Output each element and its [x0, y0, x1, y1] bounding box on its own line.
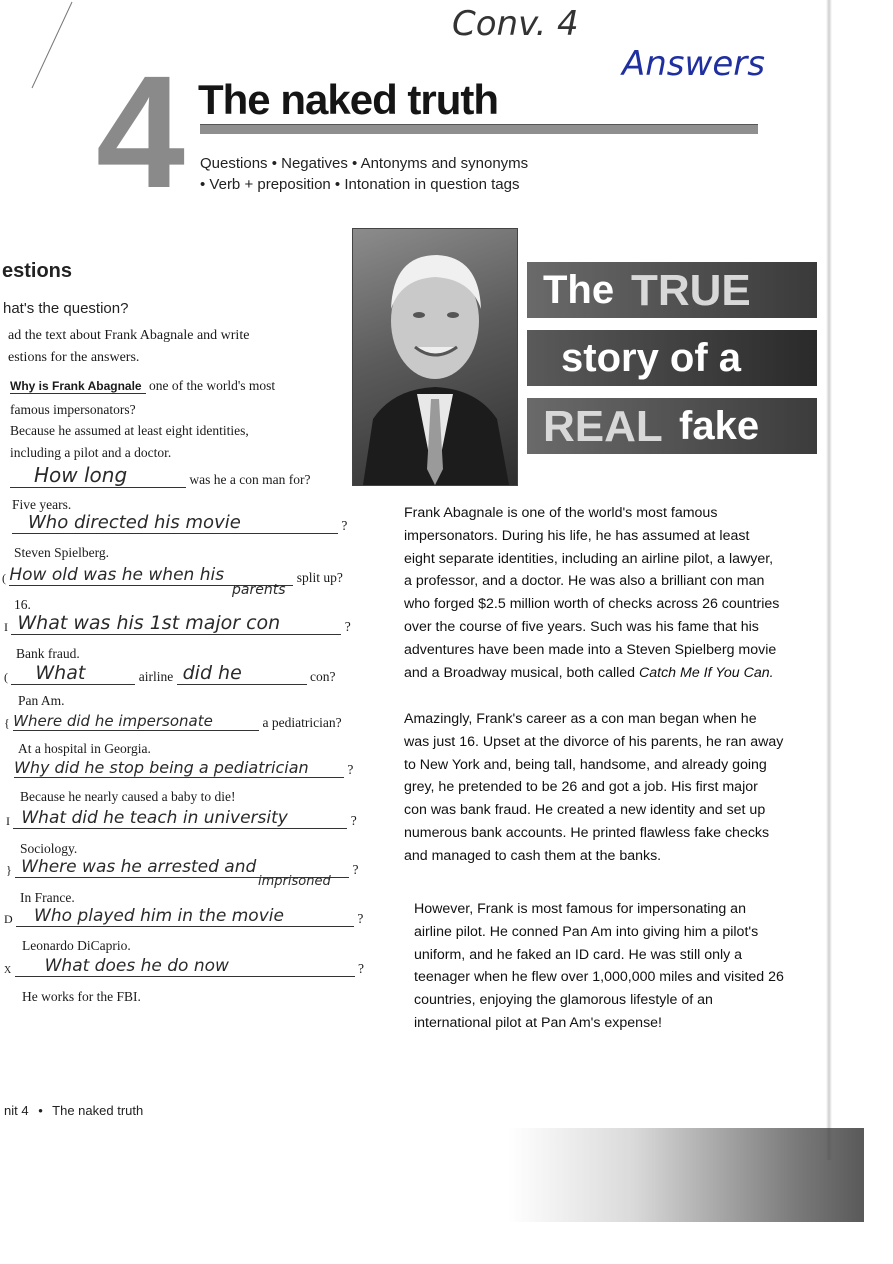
- exercise-subheading: hat's the question?: [3, 300, 129, 317]
- footer-unit-label: nit 4: [4, 1103, 29, 1118]
- answer-text: including a pilot and a doctor.: [10, 445, 172, 460]
- headline-word: REAL: [543, 402, 663, 451]
- exercise-instruction: ad the text about Frank Abagnale and write: [8, 328, 250, 343]
- answer-text: He works for the FBI.: [22, 989, 141, 1004]
- item-marker: }: [6, 863, 12, 877]
- scan-edge-line: [0, 0, 80, 90]
- section-heading: estions: [2, 260, 73, 282]
- footer-bullet: •: [38, 1103, 43, 1118]
- answer-text: 16.: [14, 597, 31, 612]
- question-text: ?: [341, 518, 348, 533]
- answer-text: Steven Spielberg.: [14, 545, 109, 560]
- handwritten-answer: What does he do now: [15, 956, 355, 977]
- handwritten-answer: How old was he when his: [9, 565, 293, 586]
- handwritten-answer: imprisoned: [258, 874, 331, 889]
- headline-word: The: [543, 268, 615, 312]
- question-item: [6, 808, 357, 829]
- handwritten-answer: Who directed his movie: [12, 512, 338, 534]
- handwritten-answer: What did he teach in university: [13, 808, 347, 829]
- portrait-illustration: [353, 229, 517, 485]
- headline-banner: [527, 262, 817, 318]
- answer-text: Five years.: [12, 497, 72, 512]
- question-text: ?: [344, 619, 351, 634]
- handwritten-answer: Where did he impersonate: [13, 712, 259, 731]
- answer-text: Because he nearly caused a baby to die!: [20, 789, 236, 804]
- headline-word: fake: [679, 404, 760, 448]
- question-text: ?: [350, 813, 357, 828]
- answer-text: In France.: [20, 890, 75, 905]
- footer-title: The naked truth: [52, 1103, 144, 1118]
- answer-text: At a hospital in Georgia.: [18, 741, 151, 756]
- headline-banner: [527, 330, 817, 386]
- unit-number: 4: [96, 42, 181, 221]
- question-item: [4, 612, 351, 635]
- handwritten-answer: What was his 1st major con: [11, 612, 341, 635]
- question-item: [4, 956, 364, 977]
- exercise-instruction: estions for the answers.: [8, 350, 140, 365]
- topics-line-1: Questions • Negatives • Antonyms and synonyms: [200, 155, 529, 172]
- title-rule: [200, 124, 758, 134]
- item-marker: I: [6, 814, 10, 828]
- article-paragraph: However, Frank is most famous for impersonating an airline pilot. He conned Pan Am into giving him a pilot's uniform, and he faked an ID card. He was still only a teenager when he flew over 1,000,000 miles and visited 26 countries, enjoying the glamorous lifestyle of an international pilot at Pan Am's expense!: [414, 901, 784, 1031]
- item-marker: (: [4, 670, 8, 684]
- question-text: ?: [357, 961, 364, 976]
- question-item: [14, 758, 353, 778]
- frank-abagnale-photo: [352, 228, 518, 486]
- question-text: was he a con man for?: [189, 472, 311, 487]
- handwritten-answer: Where was he arrested and: [15, 857, 349, 878]
- item-marker: X: [4, 965, 12, 976]
- question-item: [4, 662, 335, 685]
- handwritten-answer: parents: [232, 582, 286, 598]
- handwritten-conv-note: Conv. 4: [452, 4, 579, 44]
- answer-text: Sociology.: [20, 841, 78, 856]
- question-text: ?: [352, 862, 359, 877]
- question-text: ?: [357, 911, 364, 926]
- article-text: Frank Abagnale is one of the world's most famous impersonators. During his life, he has assumed at least eight separate identities, including an airline pilot, a lawyer, a professor, and a doctor. He was also a brilliant con man who forged $2.5 million worth of checks across 26 countries over the course of five years. Such was his fame that his adventures have been made into a Steven Spielberg movie and a Broadway musical, both called: [404, 505, 780, 681]
- headline-banner: [527, 398, 817, 454]
- question-text: airline: [138, 669, 174, 684]
- scan-shadow: [508, 1128, 864, 1222]
- question-text: famous impersonators?: [10, 402, 136, 417]
- handwritten-answer: How long: [10, 463, 186, 488]
- headline-word: story of a: [561, 336, 742, 380]
- handwritten-answer: What: [11, 662, 135, 685]
- question-item: [2, 565, 343, 586]
- answer-text: Bank fraud.: [16, 646, 80, 661]
- headline-word: TRUE: [631, 266, 751, 315]
- article-paragraph: [404, 502, 784, 684]
- handwritten-answer: Who played him in the movie: [16, 906, 354, 927]
- answer-text: Because he assumed at least eight identities,: [10, 423, 249, 438]
- article-text-italic: Catch Me If You Can.: [639, 664, 774, 681]
- question-item: [10, 463, 310, 488]
- printed-example-question: Why is Frank Abagnale: [10, 379, 146, 394]
- unit-title: The naked truth: [198, 76, 499, 123]
- handwritten-answer: did he: [177, 662, 307, 685]
- question-item: [4, 906, 363, 927]
- item-marker: I: [4, 620, 8, 634]
- handwritten-answer: Why did he stop being a pediatrician: [14, 758, 344, 778]
- answer-text: Leonardo DiCaprio.: [22, 938, 131, 953]
- page-fold-shadow: [826, 0, 832, 1160]
- item-marker: {: [4, 716, 10, 730]
- item-marker: (: [2, 571, 6, 585]
- question-item: [4, 712, 342, 731]
- answer-text: Pan Am.: [18, 693, 65, 708]
- question-item: [10, 378, 275, 394]
- question-item: [12, 512, 347, 534]
- question-text: a pediatrician?: [262, 715, 342, 730]
- item-marker: D: [4, 912, 13, 926]
- question-text: one of the world's most: [148, 378, 276, 393]
- article-paragraph: Amazingly, Frank's career as a con man began when he was just 16. Upset at the divorce of his parents, he ran away to New York and, being tall, handsome, and already going grey, he pretended to be 26 and got a job. His first major con was bank fraud. He created a new identity and set up numerous bank accounts. He printed flawless fake checks and managed to cash them at the banks.: [404, 711, 784, 864]
- question-text: con?: [309, 669, 336, 684]
- topics-line-2: • Verb + preposition • Intonation in question tags: [200, 176, 520, 193]
- page-footer: [4, 1103, 143, 1118]
- question-text: split up?: [296, 570, 343, 585]
- question-text: ?: [347, 762, 354, 777]
- handwritten-answers-note: Answers: [622, 44, 765, 84]
